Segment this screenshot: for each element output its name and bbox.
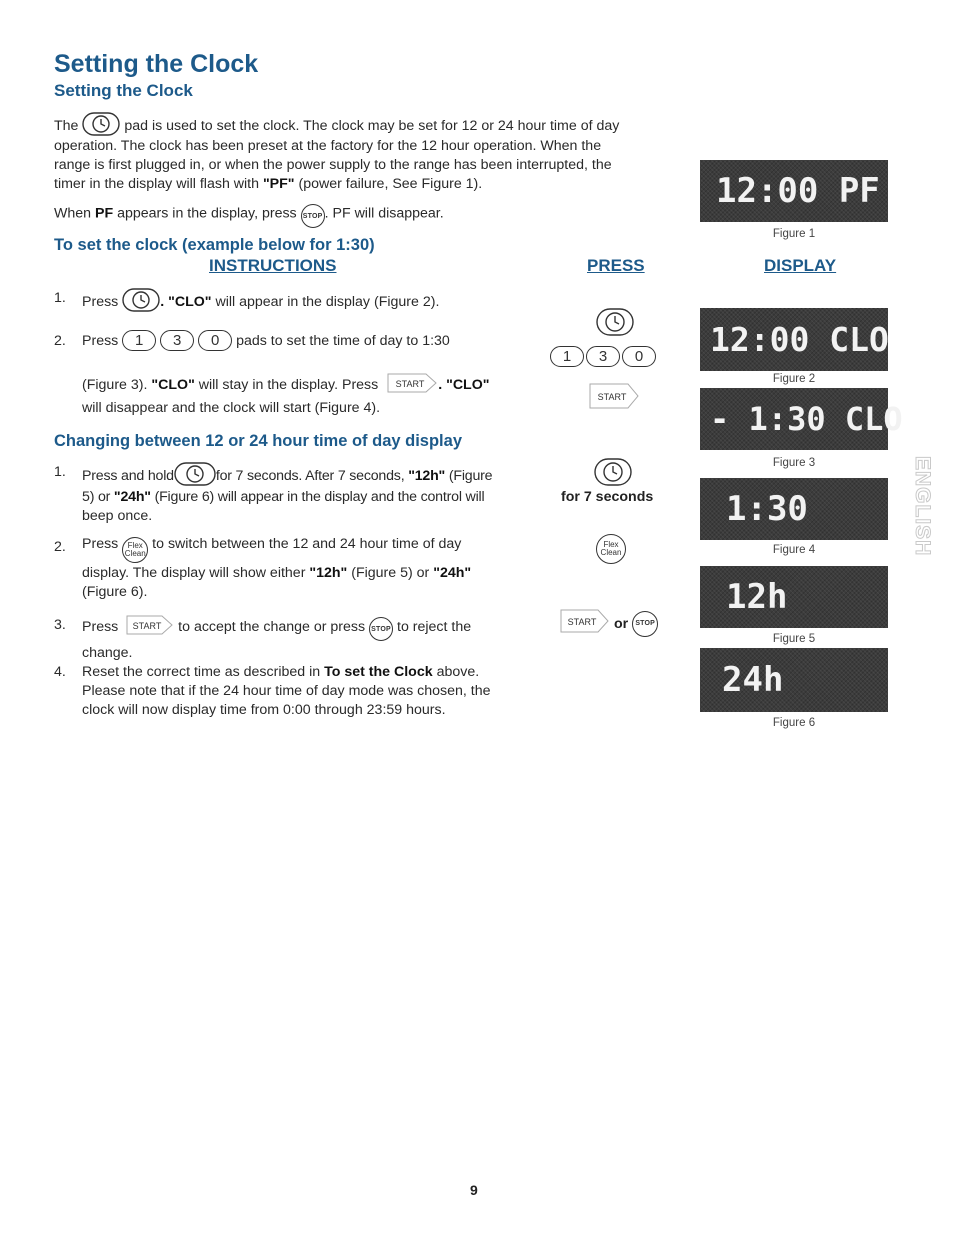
flex-label: Flex: [603, 540, 619, 549]
display-figure-2: 12:00 CLO: [700, 308, 888, 371]
press-start-or-stop: [556, 608, 658, 639]
change-step-4-line-3: clock will now display time from 0:00 through 23:59 hours.: [82, 702, 446, 718]
start-key-label: START: [132, 621, 162, 631]
step-number: 3.: [54, 617, 66, 633]
change-step-1-line-3: beep once.: [82, 508, 153, 524]
flex-label: Flex: [127, 541, 143, 550]
key-0-icon: 0: [622, 346, 656, 367]
section-subtitle: Setting the Clock: [54, 81, 193, 100]
display-column-header: DISPLAY: [764, 256, 837, 275]
clock-icon: [594, 458, 632, 491]
intro-line-1: The pad is used to set the clock. The clock may be set for 12 or 24 hour time of day: [54, 112, 619, 140]
change-step-4-line-1: Reset the correct time as described in To set the Clock above.: [82, 664, 480, 680]
set-step-2-line-2: (Figure 3). "CLO" will stay in the display. Press START . "CLO": [82, 372, 490, 398]
figure-2-caption: Figure 2: [772, 373, 816, 385]
clock-icon: [122, 288, 160, 316]
for-7-seconds-label: for 7 seconds: [561, 489, 654, 505]
key-3-icon: 3: [586, 346, 620, 367]
change-step-3-line-1: Press START to accept the change or press STOP to reject the: [82, 614, 471, 641]
flex-clean-key-icon: [596, 534, 626, 564]
start-key-label: START: [567, 617, 597, 627]
figure-4-caption: Figure 4: [772, 544, 816, 556]
intro-line-5: When PF appears in the display, press STOP . PF will disappear.: [54, 204, 444, 228]
start-key-icon: [556, 608, 610, 639]
display-figure-3: - 1:30 CLO: [700, 388, 888, 450]
display-figure-6: 24h: [700, 648, 888, 712]
set-step-2-line-3: will disappear and the clock will start (Figure 4).: [82, 400, 381, 416]
stop-key-icon: STOP: [632, 611, 658, 637]
stop-key-icon: STOP: [301, 204, 325, 228]
intro-line-4: timer in the display will flash with "PF" (power failure, See Figure 1).: [54, 176, 483, 192]
instructions-column-header: INSTRUCTIONS: [209, 256, 337, 275]
figure-5-caption: Figure 5: [772, 633, 816, 645]
start-key-icon: [382, 372, 438, 398]
intro-line-3: range is first plugged in, or when the power supply to the range has been interrupted, the: [54, 157, 612, 173]
or-label: or: [614, 615, 629, 632]
language-side-tab: [894, 452, 934, 572]
start-key-icon: [122, 614, 174, 640]
set-clock-heading: To set the clock (example below for 1:30): [54, 236, 375, 254]
set-step-2-line-1: Press 1 3 0 pads to set the time of day to 1:30: [82, 332, 450, 349]
change-step-2-line-1: Press Flex Clean to switch between the 12 and 24 hour time of day: [82, 536, 461, 563]
clean-label: Clean: [600, 548, 622, 557]
display-figure-4: 1:30: [700, 478, 888, 540]
press-column-header: PRESS: [587, 256, 645, 275]
stop-key-icon: STOP: [369, 617, 393, 641]
page-title: Setting the Clock: [54, 50, 259, 78]
change-step-1-line-2: 5) or "24h" (Figure 6) will appear in the display and the control will: [82, 489, 485, 505]
key-1-icon: 1: [122, 330, 156, 351]
step-number: 2.: [54, 539, 66, 555]
change-step-3-line-2: change.: [82, 645, 133, 661]
clock-icon: [82, 112, 120, 140]
press-keys-1-3-0: [550, 346, 656, 367]
clock-icon: [596, 308, 634, 341]
step-number: 4.: [54, 664, 66, 680]
step-number: 1.: [54, 464, 66, 480]
set-step-1: Press . "CLO" will appear in the display (Figure 2).: [82, 288, 439, 316]
clean-label: Clean: [124, 549, 146, 558]
key-1-icon: 1: [550, 346, 584, 367]
key-0-icon: 0: [198, 330, 232, 351]
step-number: 1.: [54, 290, 66, 306]
flex-clean-key-icon: [122, 537, 148, 563]
changing-heading: Changing between 12 or 24 hour time of day display: [54, 432, 462, 450]
start-key-icon: [584, 382, 640, 415]
figure-1-caption: Figure 1: [772, 228, 816, 240]
change-step-2-line-3: (Figure 6).: [82, 584, 148, 600]
change-step-2-line-2: display. The display will show either "12h" (Figure 5) or "24h": [82, 565, 472, 581]
change-step-1-line-1: Press and hold for 7 seconds. After 7 seconds, "12h" (Figure: [82, 462, 492, 490]
clock-icon: [174, 462, 216, 490]
change-step-4-line-2: Please note that if the 24 hour time of day mode was chosen, the: [82, 683, 491, 699]
page-number: 9: [470, 1182, 478, 1198]
start-key-label: START: [395, 379, 425, 389]
intro-line-2: operation. The clock has been preset at the factory for the 12 hour operation. When the: [54, 138, 602, 154]
display-figure-1: 12:00 PF: [700, 160, 888, 222]
figure-3-caption: Figure 3: [772, 457, 816, 469]
display-figure-5: 12h: [700, 566, 888, 628]
figure-6-caption: Figure 6: [772, 717, 816, 729]
step-number: 2.: [54, 333, 66, 349]
key-3-icon: 3: [160, 330, 194, 351]
start-key-label: START: [597, 392, 627, 402]
side-tab-text: ENGLISH: [911, 456, 934, 557]
